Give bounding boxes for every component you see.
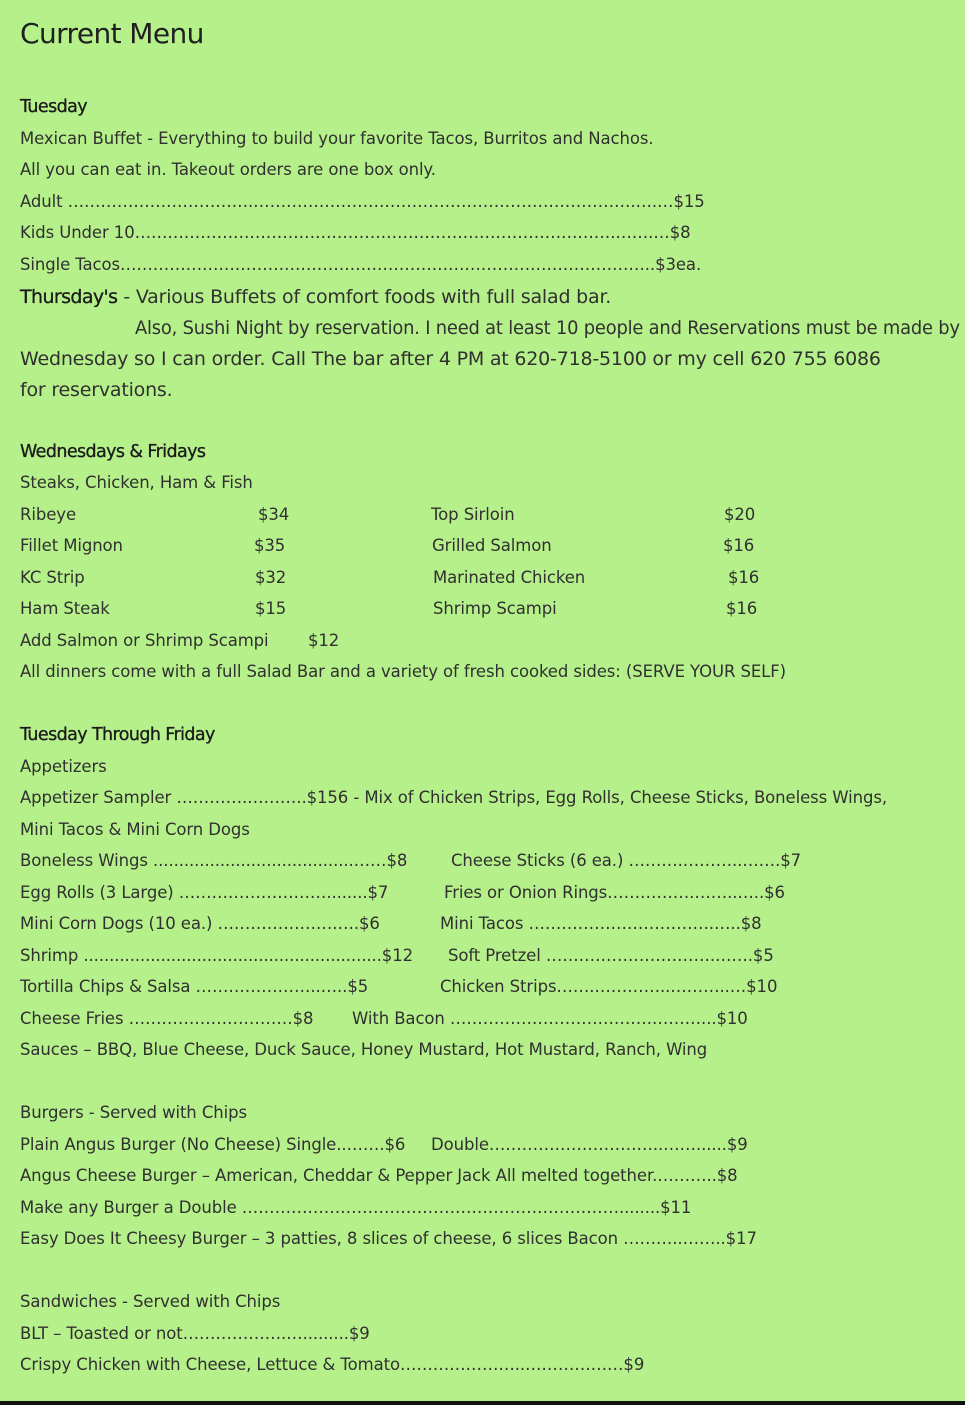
thursday-phone-line: Wednesday so I can order. Call The bar after 4 PM at 620-718-5100 or my cell 620 755 6086 [20,348,881,370]
burger-item: Angus Cheese Burger – American, Cheddar & Pepper Jack All melted together.………..$8 [20,1166,738,1185]
sandwich-item: BLT – Toasted or not……………….….........$9 [20,1324,370,1343]
menu-item-price: $15 [255,599,287,618]
menu-item-name: Top Sirloin [431,505,515,524]
appetizer-item: Cheese Sticks (6 ea.) ……….………..…….$7 [451,851,802,870]
menu-item-name: Ham Steak [20,599,110,618]
page-bottom-border [0,1401,965,1405]
menu-item-price: $34 [258,505,290,524]
appetizer-sampler-line-2: Mini Tacos & Mini Corn Dogs [20,820,250,839]
sandwiches-label: Sandwiches - Served with Chips [20,1292,281,1311]
appetizer-item: With Bacon ……………………………….………...$10 [352,1009,748,1028]
burger-item-double: Double…………………………..……......$9 [431,1135,748,1154]
appetizer-item: Fries or Onion Rings…………….……..…..$6 [444,883,785,902]
wed-fri-subheading: Steaks, Chicken, Ham & Fish [20,473,253,492]
burger-item: Make any Burger a Double ……………………………………………………………........$11 [20,1198,692,1217]
menu-item-price: $20 [724,505,756,524]
price-line-adult: Adult …………………………….…………………………………………………………….….…$15 [20,192,705,211]
burger-item: Plain Angus Burger (No Cheese) Single..…….$6 [20,1135,406,1154]
menu-item-name: Shrimp Scampi [433,599,557,618]
menu-item-name: Fillet Mignon [20,536,123,555]
menu-item-name: Ribeye [20,505,76,524]
section-heading-tuesday: Tuesday [20,97,87,117]
thursday-description: - Various Buffets of comfort foods with full salad bar. [117,286,612,308]
section-heading-wed-fri: Wednesdays & Fridays [20,442,206,462]
appetizer-item: Tortilla Chips & Salsa …………………..…..$5 [20,977,369,996]
menu-item-price: $16 [726,599,758,618]
appetizer-item: Soft Pretzel ………………………….…….$5 [448,946,774,965]
price-line-single-tacos: Single Tacos……………………………………………………………………………………..$3ea. [20,255,702,274]
price-line-kids: Kids Under 10…………………………………………………………………………….…….…$8 [20,223,691,242]
appetizer-item: Egg Rolls (3 Large) ………………………........$7 [20,883,389,902]
sauces-line: Sauces – BBQ, Blue Cheese, Duck Sauce, Honey Mustard, Hot Mustard, Ranch, Wing [20,1040,708,1059]
thursday-label: Thursday's [20,286,118,308]
tuesday-description: Mexican Buffet - Everything to build your favorite Tacos, Burritos and Nachos. [20,129,654,148]
addon-price: $12 [308,631,340,650]
menu-item-name: Grilled Salmon [432,536,552,555]
tuesday-note: All you can eat in. Takeout orders are one box only. [20,160,436,179]
section-heading-tue-fri: Tuesday Through Friday [20,725,215,745]
page-title: Current Menu [20,17,204,50]
appetizer-item: Cheese Fries …………………………$8 [20,1009,314,1028]
appetizer-item: Shrimp ..........................................................$12 [20,946,413,965]
burgers-label: Burgers - Served with Chips [20,1103,247,1122]
addon-name: Add Salmon or Shrimp Scampi [20,631,269,650]
menu-item-price: $32 [255,568,287,587]
appetizer-item: Mini Tacos …………………………….…..$8 [440,914,762,933]
menu-item-price: $35 [254,536,286,555]
dinner-note: All dinners come with a full Salad Bar and a variety of fresh cooked sides: (SERVE YOUR SELF) [20,662,787,681]
thursday-line [20,285,611,309]
menu-item-name: Marinated Chicken [433,568,586,587]
burger-item: Easy Does It Cheesy Burger – 3 patties, 8 slices of cheese, 6 slices Bacon ………..……..$17 [20,1229,757,1248]
appetizers-label: Appetizers [20,757,107,776]
thursday-sushi-line: Also, Sushi Night by reservation. I need at least 10 people and Reservations must be made by [135,317,960,339]
thursday-reservations-line: for reservations. [20,379,173,401]
appetizer-item: Mini Corn Dogs (10 ea.) ………………….….$6 [20,914,380,933]
menu-item-price: $16 [723,536,755,555]
menu-item-name: KC Strip [20,568,85,587]
sandwich-item: Crispy Chicken with Cheese, Lettuce & Tomato…………………..………………$9 [20,1355,645,1374]
appetizer-sampler-line: Appetizer Sampler ………….………..$156 - Mix of Chicken Strips, Egg Rolls, Cheese Sticks, Boneless Wings, [20,788,887,807]
menu-item-price: $16 [728,568,760,587]
appetizer-item: Chicken Strips…….…………..………..…$10 [440,977,778,996]
appetizer-item: Boneless Wings .......................................……$8 [20,851,408,870]
